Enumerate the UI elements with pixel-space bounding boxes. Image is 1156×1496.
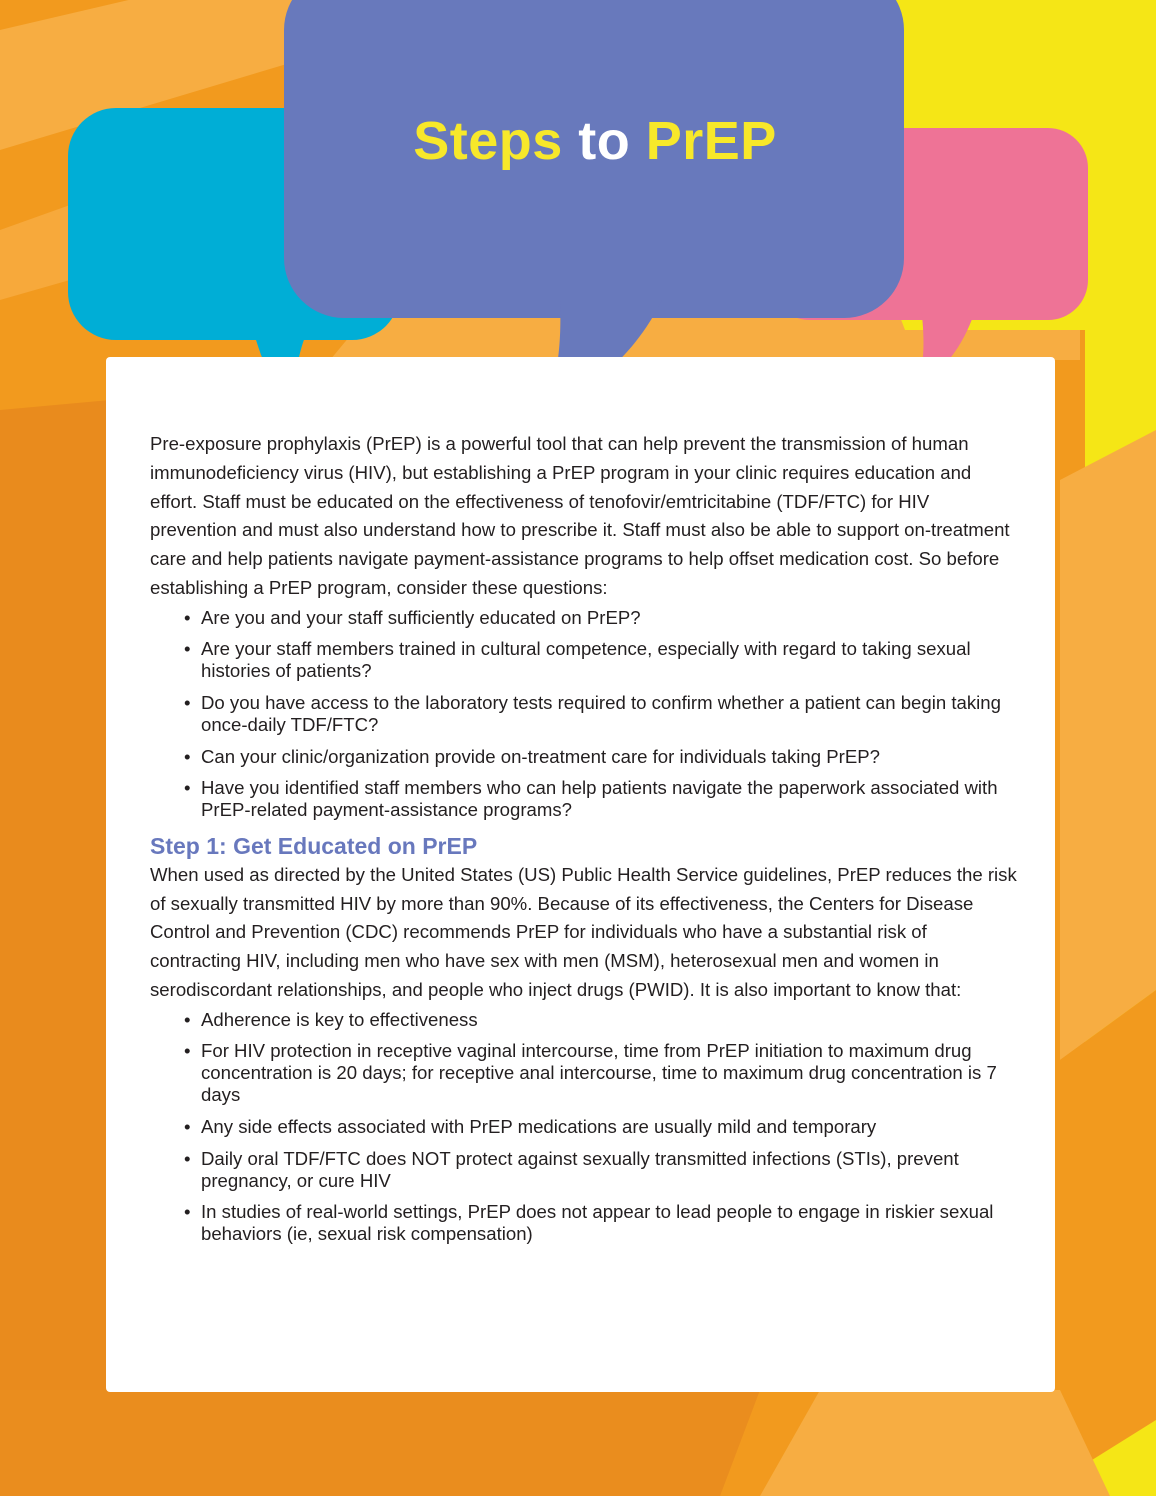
background-dark-panel: [0, 400, 110, 1496]
list-item: [150, 692, 1020, 736]
list-item-text: Do you have access to the laboratory tests required to confirm whether a patient can begin taking once-daily TDF/FTC?: [201, 691, 1001, 735]
bullet-icon: •: [184, 1201, 191, 1223]
title-word-to: to: [562, 111, 646, 171]
list-item: [150, 1040, 1020, 1106]
bullet-icon: •: [184, 745, 191, 767]
list-item-text: Can your clinic/organization provide on-treatment care for individuals taking PrEP?: [201, 745, 881, 767]
list-item-text: In studies of real-world settings, PrEP does not appear to lead people to engage in riskier sexual behaviors (ie, sexual risk compensation): [201, 1201, 994, 1245]
step1-paragraph: When used as directed by the United States (US) Public Health Service guidelines, PrEP reduces the risk of sexually transmitted HIV by more than 90%. Because of its effectiveness, the Centers for Disease Control and Prevention (CDC) recommends PrEP for individuals who have a substantial risk of contracting HIV, including men who have sex with men (MSM), heterosexual men and women in serodiscordant relationships, and people who inject drugs (PWID). It is also important to know that:: [150, 863, 1017, 1000]
title-word-steps: Steps: [413, 111, 563, 171]
background-dark-panel-bottom: [0, 1390, 760, 1496]
intro-question-list: [150, 607, 1020, 821]
step1-heading: Step 1: Get Educated on PrEP: [150, 832, 478, 859]
intro-paragraph: Pre-exposure prophylaxis (PrEP) is a powerful tool that can help prevent the transmission of human immunodeficiency virus (HIV), but establishing a PrEP program in your clinic requires education and effort. Staff must be educated on the effectiveness of tenofovir/emtricitabine (TDF/FTC) for HIV prevention and must also understand how to prescribe it. Staff must also be able to support on-treatment care and help patients navigate payment-assistance programs to help offset medication cost. So before establishing a PrEP program, consider these questions:: [150, 433, 1010, 598]
bullet-icon: •: [184, 638, 191, 660]
list-item: [150, 1201, 1020, 1245]
bullet-icon: •: [184, 1040, 191, 1062]
list-item: [150, 1148, 1020, 1192]
list-item: [150, 638, 1020, 682]
step1-point-list: [150, 1009, 1020, 1245]
list-item: [150, 1116, 1020, 1138]
bullet-icon: •: [184, 691, 191, 713]
background-orange-wedge: [1060, 430, 1156, 1060]
list-item-text: Daily oral TDF/FTC does NOT protect against sexually transmitted infections (STIs), prevent pregnancy, or cure HIV: [201, 1147, 959, 1191]
content-body: [150, 430, 1020, 1255]
bullet-icon: •: [184, 1115, 191, 1137]
background-orange-wedge: [760, 1390, 1110, 1496]
list-item: [150, 746, 1020, 768]
list-item: [150, 1009, 1020, 1031]
bullet-icon: •: [184, 606, 191, 628]
bullet-icon: •: [184, 1147, 191, 1169]
bullet-icon: •: [184, 1008, 191, 1030]
list-item-text: Any side effects associated with PrEP medications are usually mild and temporary: [201, 1115, 877, 1137]
title-word-prep: PrEP: [645, 111, 777, 171]
list-item-text: Are your staff members trained in cultural competence, especially with regard to taking sexual histories of patients?: [201, 638, 971, 682]
list-item-text: For HIV protection in receptive vaginal intercourse, time from PrEP initiation to maximum drug concentration is 20 days; for receptive anal intercourse, time to maximum drug concentration is 7 days: [201, 1040, 997, 1106]
list-item-text: Adherence is key to effectiveness: [201, 1008, 478, 1030]
bullet-icon: •: [184, 777, 191, 799]
page-title: [285, 110, 905, 172]
list-item-text: Are you and your staff sufficiently educated on PrEP?: [201, 606, 641, 628]
list-item-text: Have you identified staff members who can help patients navigate the paperwork associated with PrEP-related payment-assistance programs?: [201, 777, 998, 821]
list-item: [150, 777, 1020, 821]
background-orange-wedge: [1060, 990, 1156, 1480]
list-item: [150, 607, 1020, 629]
